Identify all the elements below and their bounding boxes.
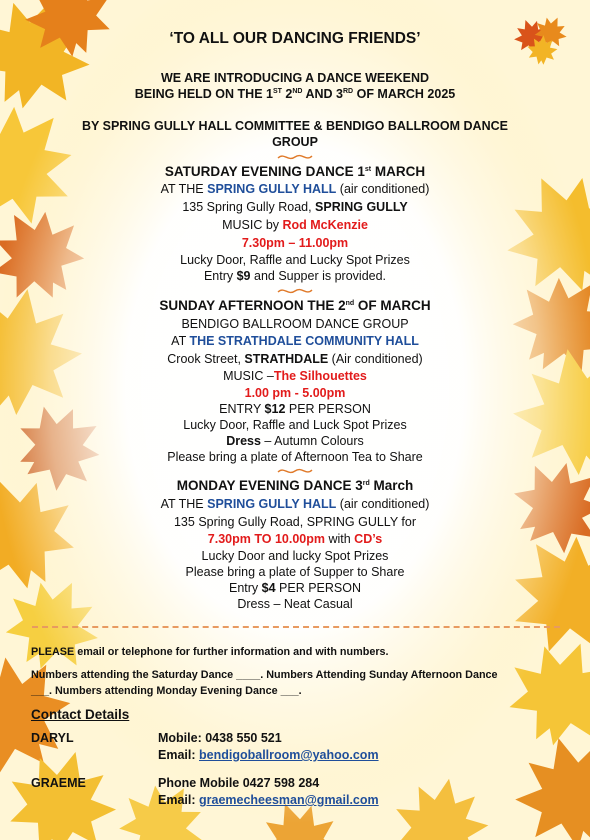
sunday-venue: AT THE STRATHDALE COMMUNITY HALL	[171, 334, 419, 348]
intro-line-1: WE ARE INTRODUCING A DANCE WEEKEND	[160, 71, 430, 85]
monday-heading: MONDAY EVENING DANCE 3rd March	[176, 478, 414, 493]
contact-email-daryl: Email: bendigoballroom@yahoo.com	[158, 748, 379, 762]
contact-phone-daryl: Mobile: 0438 550 521	[158, 731, 282, 745]
monday-bring: Please bring a plate of Supper to Share	[185, 565, 405, 579]
sunday-host: BENDIGO BALLROOM DANCE GROUP	[181, 317, 409, 331]
squiggle-divider-icon	[276, 152, 314, 162]
sunday-address: Crook Street, STRATHDALE (Air conditioned)	[167, 352, 423, 366]
sunday-bring: Please bring a plate of Afternoon Tea to Share	[167, 450, 423, 464]
contact-details-heading: Contact Details	[31, 707, 130, 722]
flyer-title: ‘TO ALL OUR DANCING FRIENDS’	[169, 30, 421, 47]
contact-name-daryl: DARYL	[31, 731, 74, 745]
intro-line-3: BY SPRING GULLY HALL COMMITTEE & BENDIGO BALLROOM DANCE	[82, 119, 508, 133]
saturday-address: 135 Spring Gully Road, SPRING GULLY	[182, 200, 408, 214]
dashed-divider	[32, 626, 560, 628]
saturday-venue: AT THE SPRING GULLY HALL (air conditioned)	[160, 182, 430, 196]
monday-dress: Dress – Neat Casual	[237, 597, 353, 611]
monday-time: 7.30pm TO 10.00pm with CD’s	[207, 532, 383, 546]
sunday-prizes: Lucky Door, Raffle and Luck Spot Prizes	[183, 418, 407, 432]
please-contact-note: PLEASE email or telephone for further information and with numbers.	[31, 646, 389, 658]
contact-phone-graeme: Phone Mobile 0427 598 284	[158, 776, 320, 790]
monday-prizes: Lucky Door and lucky Spot Prizes	[201, 549, 389, 563]
email-link-daryl[interactable]: bendigoballroom@yahoo.com	[199, 748, 379, 762]
email-link-graeme[interactable]: graemecheesman@gmail.com	[199, 793, 379, 807]
saturday-entry: Entry $9 and Supper is provided.	[203, 269, 387, 283]
monday-venue: AT THE SPRING GULLY HALL (air conditioned)	[160, 497, 430, 511]
sunday-heading: SUNDAY AFTERNOON THE 2nd OF MARCH	[159, 298, 431, 313]
saturday-music: MUSIC by Rod McKenzie	[222, 218, 368, 232]
contact-name-graeme: GRAEME	[31, 776, 86, 790]
monday-address: 135 Spring Gully Road, SPRING GULLY for	[173, 515, 416, 529]
numbers-line-1: Numbers attending the Saturday Dance ____. Numbers Attending Sunday Afternoon Dance	[31, 669, 498, 681]
saturday-prizes: Lucky Door, Raffle and Lucky Spot Prizes	[180, 253, 410, 267]
sunday-entry: ENTRY $12 PER PERSON	[219, 402, 371, 416]
contact-email-graeme: Email: graemecheesman@gmail.com	[158, 793, 379, 807]
sunday-time: 1.00 pm - 5.00pm	[244, 386, 346, 400]
sunday-music: MUSIC –The Silhouettes	[223, 369, 367, 383]
saturday-time: 7.30pm – 11.00pm	[241, 236, 349, 250]
numbers-line-2: ___. Numbers attending Monday Evening Dance ___.	[31, 685, 302, 697]
saturday-heading: SATURDAY EVENING DANCE 1st MARCH	[164, 164, 426, 179]
intro-line-4: GROUP	[272, 135, 318, 149]
squiggle-divider-icon	[276, 286, 314, 296]
intro-line-2: BEING HELD ON THE 1ST 2ND AND 3RD OF MARCH 2025	[134, 87, 456, 101]
monday-entry: Entry $4 PER PERSON	[229, 581, 361, 595]
sunday-dress: Dress – Autumn Colours	[226, 434, 364, 448]
squiggle-divider-icon	[276, 466, 314, 476]
